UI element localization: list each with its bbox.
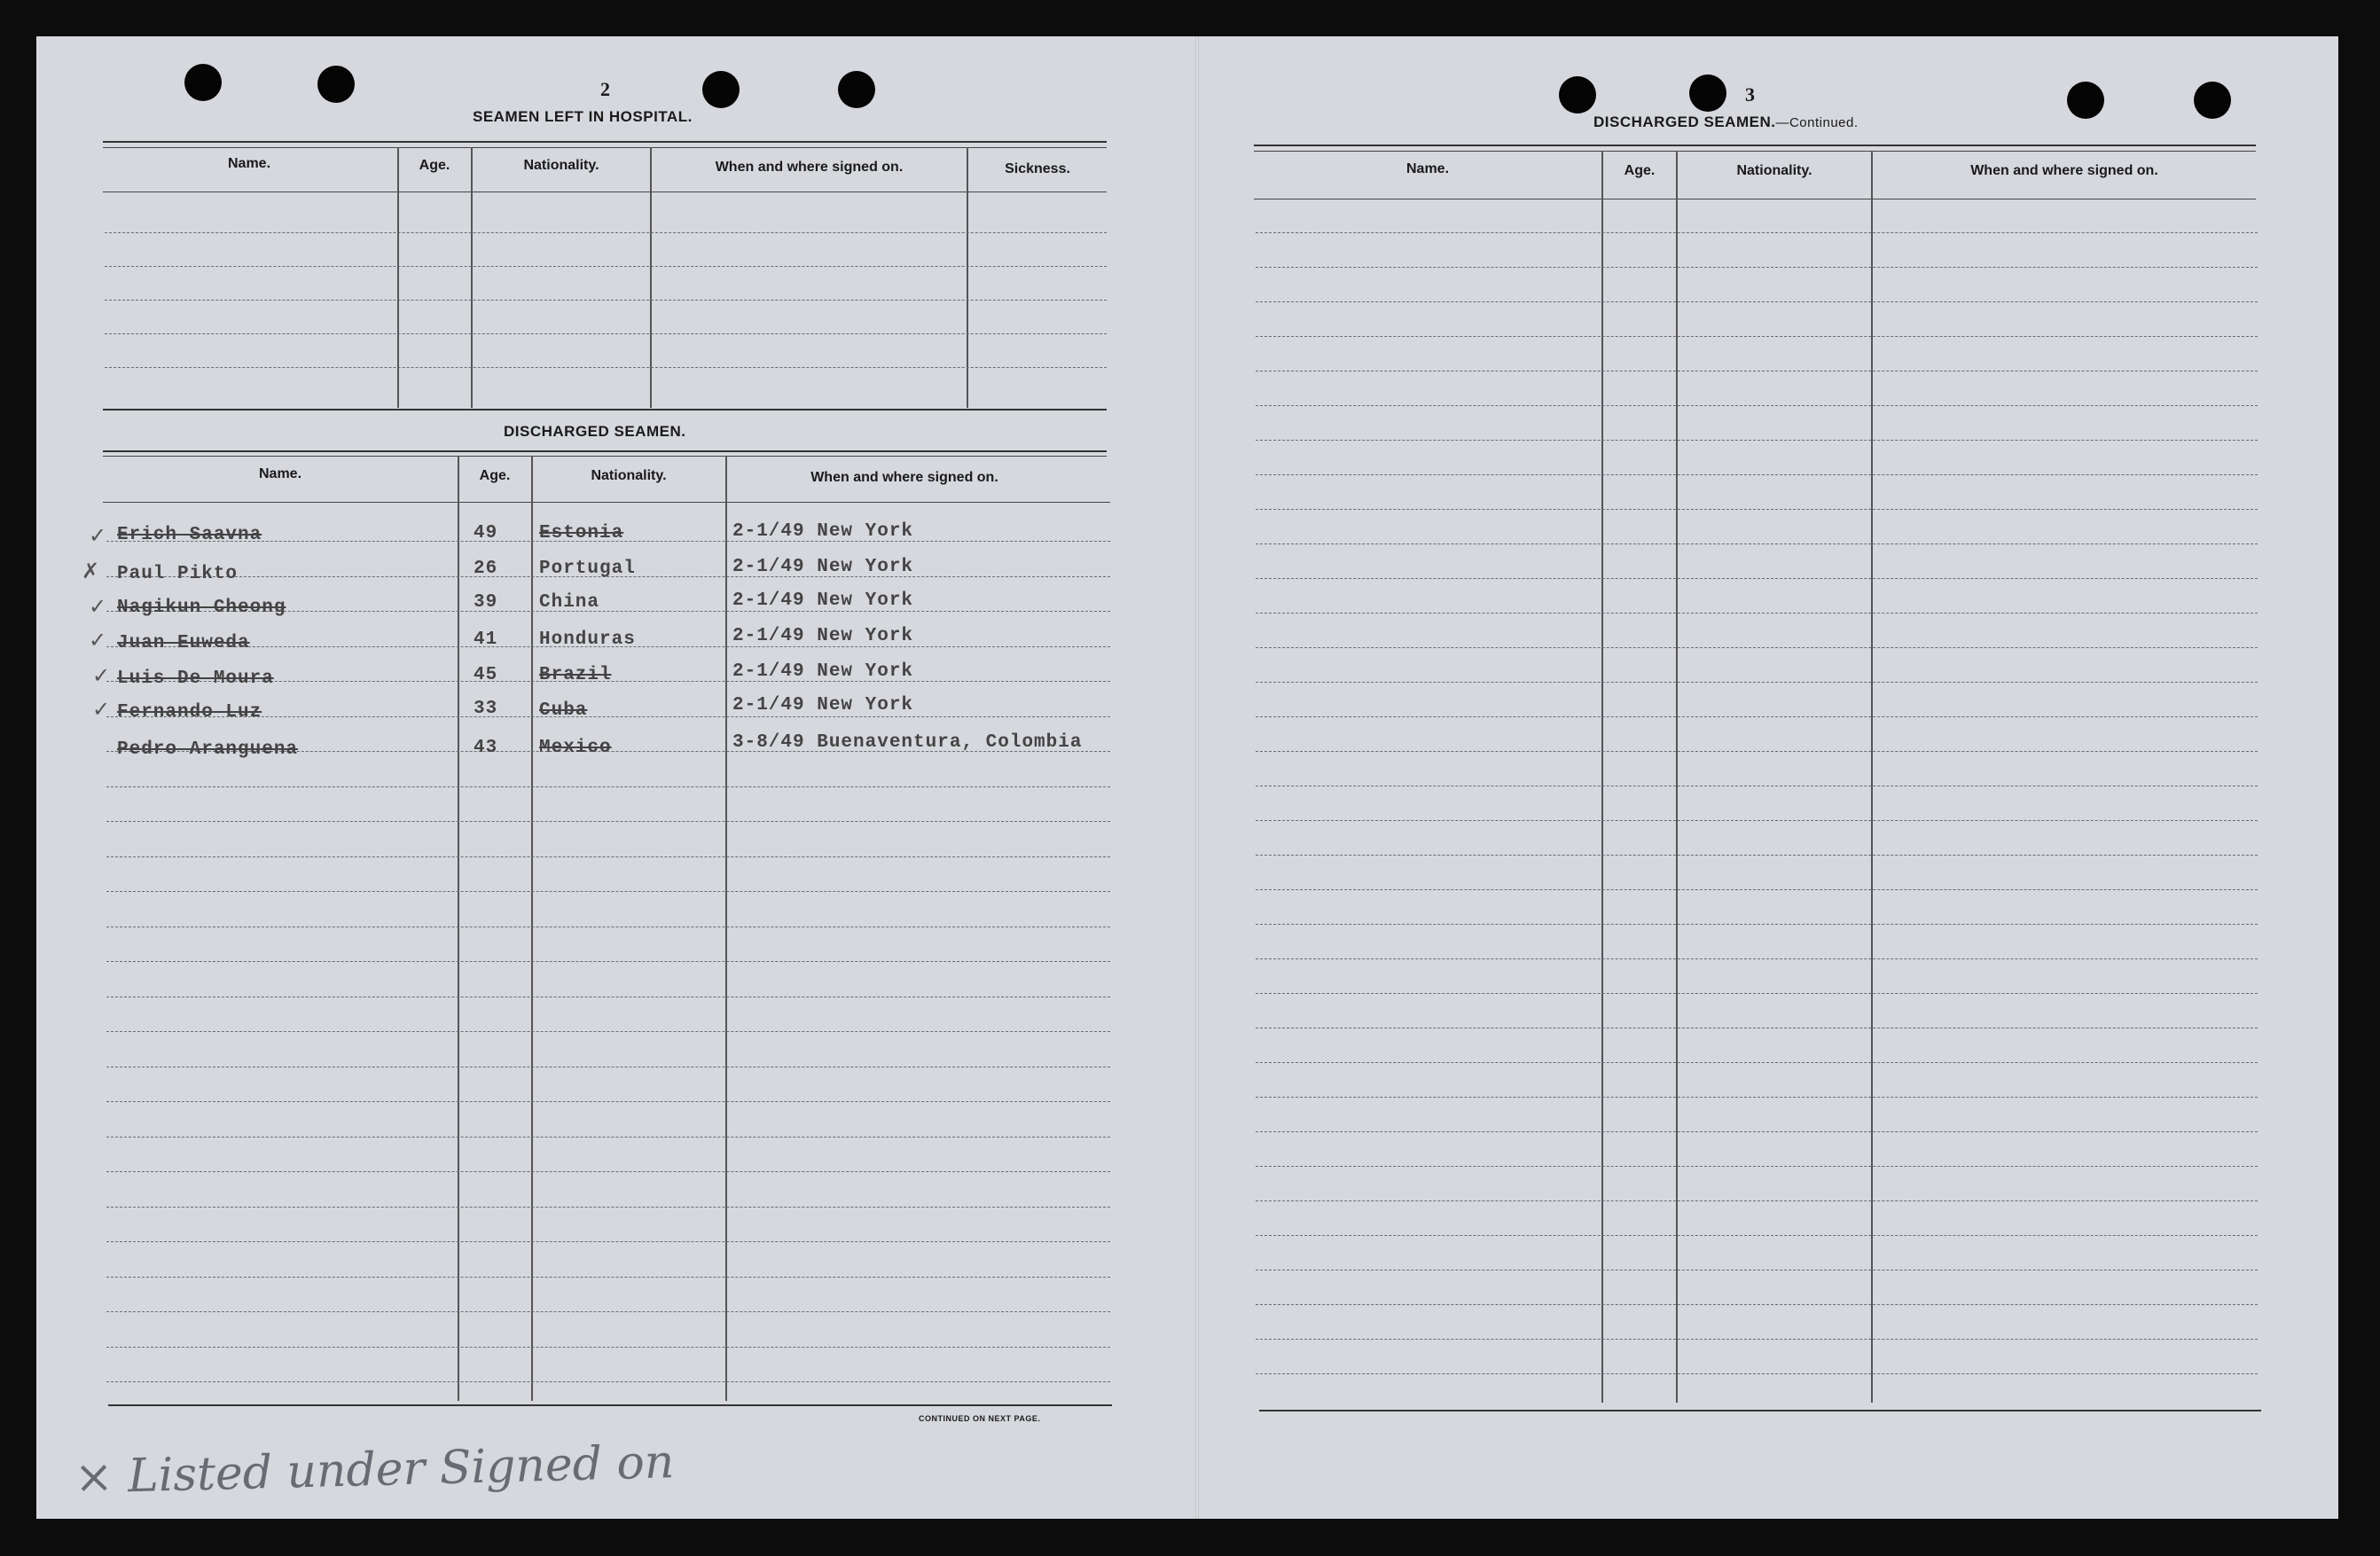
- hospital-header-age: Age.: [419, 158, 450, 173]
- seaman-age: 39: [474, 592, 498, 613]
- seaman-signed-on: 3-8/49 Buenaventura, Colombia: [732, 732, 1083, 753]
- right-section-title: [1593, 113, 1859, 131]
- ruled-line: [106, 1171, 1110, 1172]
- hospital-header-signed-on: When and where signed on.: [715, 160, 904, 175]
- ruled-line: [105, 333, 1107, 334]
- punch-hole: [317, 66, 355, 103]
- ruled-line: [1256, 474, 2258, 475]
- check-mark: ✓: [92, 663, 111, 688]
- ruled-line: [1256, 647, 2258, 648]
- discharged-top-rule: [103, 450, 1107, 452]
- discharged-section-title: DISCHARGED SEAMEN.: [504, 423, 686, 440]
- discharged-col-divider: [458, 456, 459, 1401]
- discharged-col-divider: [725, 456, 727, 1401]
- ruled-line: [106, 1277, 1110, 1278]
- ruled-line: [1256, 682, 2258, 683]
- ruled-line: [1256, 1131, 2258, 1132]
- page-number-left: 2: [600, 78, 610, 100]
- seaman-nationality: Brazil: [539, 665, 612, 685]
- seaman-nationality: Estonia: [539, 523, 624, 543]
- discharged-header-signed-on: When and where signed on.: [810, 470, 998, 485]
- ruled-line: [106, 1031, 1110, 1032]
- ruled-line: [1256, 232, 2258, 233]
- seaman-signed-on: 2-1/49 New York: [732, 661, 914, 682]
- page-fold: [1195, 36, 1199, 1519]
- ruled-line: [106, 856, 1110, 857]
- discharged-top-rule-2: [103, 456, 1107, 457]
- ruled-line: [1256, 1270, 2258, 1271]
- seaman-name: Pedro Aranguena: [117, 739, 299, 760]
- check-mark: ✓: [92, 697, 111, 722]
- hospital-top-rule: [103, 141, 1107, 143]
- seaman-nationality: Honduras: [539, 629, 636, 650]
- ruled-line: [106, 786, 1110, 787]
- check-mark: ✗: [82, 559, 100, 583]
- right-col-divider: [1601, 151, 1603, 1403]
- hospital-header-nationality: Nationality.: [523, 158, 599, 173]
- seaman-age: 45: [474, 665, 498, 685]
- ruled-line: [106, 1381, 1110, 1382]
- seaman-signed-on: 2-1/49 New York: [732, 590, 914, 611]
- ruled-line: [106, 1137, 1110, 1138]
- right-top-rule-2: [1254, 151, 2256, 152]
- seaman-name: Fernando Luz: [117, 702, 262, 723]
- ruled-line: [105, 300, 1107, 301]
- ruled-line: [1256, 1200, 2258, 1201]
- hospital-col-divider: [397, 147, 399, 408]
- ruled-line: [105, 266, 1107, 267]
- punch-hole: [1559, 76, 1596, 113]
- ruled-line: [1256, 267, 2258, 268]
- right-section-title-continued: —Continued.: [1775, 115, 1859, 130]
- seaman-name: Nagikun Cheong: [117, 598, 286, 618]
- right-header-signed-on: When and where signed on.: [1970, 163, 2158, 178]
- page-number-right: 3: [1745, 83, 1755, 106]
- ruled-line: [106, 891, 1110, 892]
- seaman-age: 41: [474, 629, 498, 650]
- handwritten-note: × Listed under Signed on: [74, 1435, 675, 1505]
- ruled-line: [105, 367, 1107, 368]
- hospital-header-name: Name.: [227, 156, 271, 171]
- hospital-col-divider: [471, 147, 473, 408]
- ruled-line: [1256, 1235, 2258, 1236]
- punch-hole: [838, 71, 875, 108]
- seaman-name: Juan Euweda: [117, 633, 250, 653]
- ruled-line: [1256, 1166, 2258, 1167]
- discharged-bottom-rule: [108, 1404, 1112, 1406]
- discharged-header-age: Age.: [479, 468, 511, 483]
- ruled-line: [105, 232, 1107, 233]
- seaman-name: Luis De Moura: [117, 669, 274, 689]
- ruled-line: [1256, 958, 2258, 959]
- ruled-line: [1256, 855, 2258, 856]
- ruled-line: [1256, 1339, 2258, 1340]
- discharged-header-name: Name.: [258, 466, 302, 481]
- discharged-header-nationality: Nationality.: [591, 468, 667, 483]
- ruled-line: [1256, 301, 2258, 302]
- left-page: [36, 36, 1198, 1519]
- check-mark: ✓: [89, 594, 107, 619]
- ruled-line: [1256, 578, 2258, 579]
- ruled-line: [1256, 543, 2258, 544]
- right-bottom-rule: [1259, 1410, 2261, 1411]
- punch-hole: [1689, 74, 1726, 112]
- seaman-nationality: Mexico: [539, 738, 612, 758]
- seaman-age: 43: [474, 738, 498, 758]
- hospital-col-divider: [967, 147, 968, 408]
- ruled-line: [1256, 924, 2258, 925]
- punch-hole: [702, 71, 740, 108]
- seaman-nationality: Portugal: [539, 559, 636, 579]
- ruled-line: [1256, 613, 2258, 614]
- discharged-header-rule: [103, 502, 1110, 503]
- seaman-age: 26: [474, 559, 498, 579]
- seaman-nationality: Cuba: [539, 700, 588, 721]
- ruled-line: [106, 1101, 1110, 1102]
- seaman-age: 49: [474, 523, 498, 543]
- hospital-bottom-rule: [103, 409, 1107, 411]
- seaman-signed-on: 2-1/49 New York: [732, 626, 914, 646]
- check-mark: ✓: [89, 628, 107, 653]
- ruled-line: [106, 821, 1110, 822]
- discharged-col-divider: [531, 456, 533, 1401]
- seaman-age: 33: [474, 699, 498, 719]
- seaman-signed-on: 2-1/49 New York: [732, 695, 914, 715]
- ruled-line: [106, 1241, 1110, 1242]
- ruled-line: [106, 1207, 1110, 1208]
- ruled-line: [106, 961, 1110, 962]
- seaman-signed-on: 2-1/49 New York: [732, 557, 914, 577]
- right-header-age: Age.: [1624, 163, 1656, 178]
- right-header-name: Name.: [1405, 161, 1450, 176]
- hospital-header-sickness: Sickness.: [1005, 161, 1070, 176]
- ruled-line: [106, 1347, 1110, 1348]
- seaman-nationality: China: [539, 592, 600, 613]
- seaman-signed-on: 2-1/49 New York: [732, 521, 914, 542]
- ruled-line: [1256, 1097, 2258, 1098]
- punch-hole: [184, 64, 222, 101]
- ruled-line: [1256, 1304, 2258, 1305]
- seaman-name: Erich Saavna: [117, 525, 262, 545]
- ruled-line: [1256, 716, 2258, 717]
- ruled-line: [1256, 820, 2258, 821]
- punch-hole: [2067, 82, 2104, 119]
- punch-hole: [2194, 82, 2231, 119]
- ruled-line: [1256, 1062, 2258, 1063]
- right-header-nationality: Nationality.: [1736, 163, 1812, 178]
- right-page: [1198, 36, 2338, 1519]
- ruled-line: [1256, 405, 2258, 406]
- right-col-divider: [1676, 151, 1678, 1403]
- hospital-col-divider: [650, 147, 652, 408]
- continued-note: CONTINUED ON NEXT PAGE.: [919, 1414, 1041, 1423]
- hospital-section-title: SEAMEN LEFT IN HOSPITAL.: [473, 108, 693, 125]
- ruled-line: [1256, 889, 2258, 890]
- hospital-top-rule-2: [103, 147, 1107, 148]
- check-mark: ✓: [89, 523, 107, 548]
- ruled-line: [1256, 440, 2258, 441]
- right-col-divider: [1871, 151, 1873, 1403]
- ruled-line: [1256, 751, 2258, 752]
- seaman-name: Paul Pikto: [117, 564, 239, 584]
- ruled-line: [1256, 1373, 2258, 1374]
- ruled-line: [1256, 336, 2258, 337]
- right-top-rule: [1254, 145, 2256, 146]
- right-section-title-main: DISCHARGED SEAMEN.: [1593, 113, 1776, 130]
- ruled-line: [106, 1311, 1110, 1312]
- ruled-line: [1256, 509, 2258, 510]
- ruled-line: [1256, 993, 2258, 994]
